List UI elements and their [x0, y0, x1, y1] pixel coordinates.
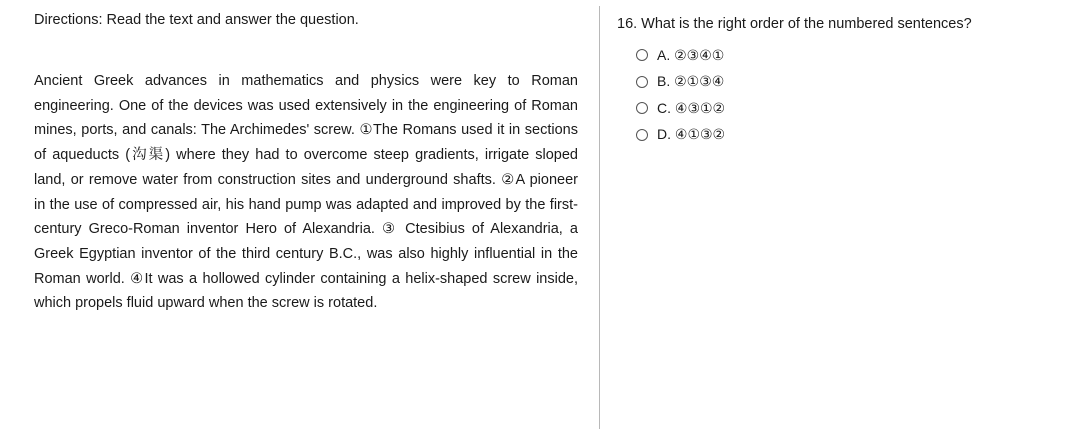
radio-button-icon[interactable]	[636, 129, 648, 141]
option-a[interactable]	[636, 42, 1057, 69]
passage-text: Ancient Greek advances in mathematics and physics were key to Roman engineering. One of the devices was used extensively in the engineering of Roman mines, ports, and canals: The Archimedes' screw. ①The Romans used it in sections of aqueducts (沟渠) where they had to overcome steep gradients, irrigate sloped land, or remove water from construction sites and underground shafts. ②A pioneer in the use of compressed air, his hand pump was adapted and improved by the first-century Greco-Roman inventor Hero of Alexandria. ③ Ctesibius of Alexandria, a Greek Egyptian inventor of the third century B.C., was also highly influential in the Roman world. ④It was a hollowed cylinder containing a helix-shaped screw inside, which propels fluid upward when the screw is rotated.	[34, 73, 578, 312]
question-text: 16. What is the right order of the numbered sentences?	[617, 16, 972, 32]
option-label: A. ②③④①	[657, 46, 725, 63]
option-d[interactable]	[636, 122, 1057, 149]
directions-text: Directions: Read the text and answer the question.	[34, 12, 359, 28]
pane-divider	[599, 6, 600, 429]
reading-passage-pane	[34, 10, 578, 316]
answer-options	[617, 42, 1057, 148]
option-label: B. ②①③④	[657, 73, 725, 90]
option-label: D. ④①③②	[657, 126, 726, 143]
option-label: C. ④③①②	[657, 99, 726, 116]
radio-button-icon[interactable]	[636, 49, 648, 61]
radio-button-icon[interactable]	[636, 102, 648, 114]
radio-button-icon[interactable]	[636, 76, 648, 88]
option-c[interactable]	[636, 95, 1057, 122]
option-b[interactable]	[636, 69, 1057, 96]
question-pane	[617, 14, 1057, 148]
